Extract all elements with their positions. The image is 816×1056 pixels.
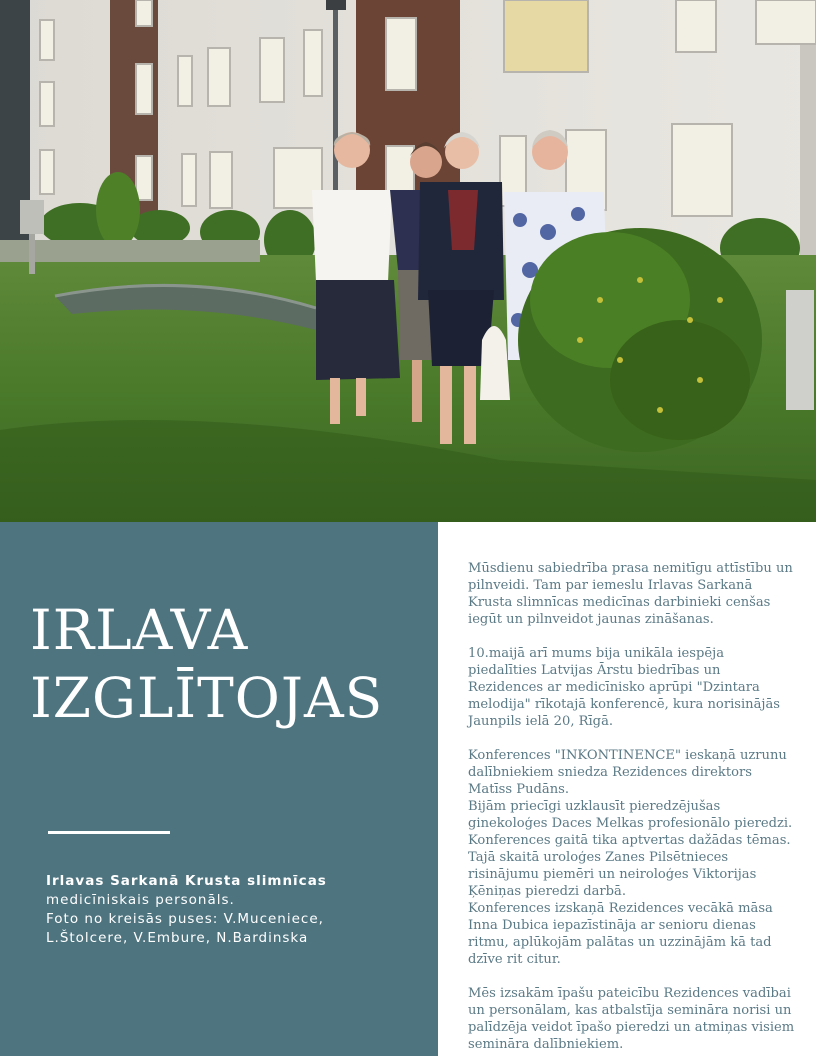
group-photo bbox=[0, 0, 816, 522]
divider bbox=[48, 831, 170, 834]
page-title bbox=[30, 596, 430, 732]
title-line-1: IRLAVA bbox=[30, 598, 249, 662]
paragraph-conference-4: Tajā skaitā uroloģes Zanes Pilsētnieces risinājumu piemēri un neiroloģes Viktorijas Ķēniņas pieredzi darbā. bbox=[468, 850, 757, 899]
paragraph-conference-1: Konferences "INKONTINENCE" ieskaņā uzrunu dalībniekiem sniedza Rezidences direktors Matīss Pudāns. bbox=[468, 748, 787, 797]
paragraph-conference-2: Bijām priecīgi uzklausīt pieredzējušas ginekoloģes Daces Melkas profesionālo pieredzi. bbox=[468, 799, 793, 831]
paragraph-intro: Mūsdienu sabiedrība prasa nemitīgu attīstību un pilnveidi. Tam par iemeslu Irlavas Sarkanā Krusta slimnīcas medicīnas darbinieki cenšas iegūt un pilnveidot jaunas zināšanas. bbox=[468, 561, 793, 627]
paragraph-conference-5: Konferences izskaņā Rezidences vecākā māsa Inna Dubica iepazīstināja ar senioru dienas ritmu, aplūkojām palātas un uzzinājām kā tad dzīve rit citur. bbox=[468, 901, 773, 967]
paragraph-thanks: Mēs izsakām īpašu pateicību Rezidences vadībai un personālam, kas atbalstīja semināra norisi un palīdzēja veidot īpašo pieredzi un atmiņas visiem semināra dalībniekiem. bbox=[468, 986, 795, 1052]
article-body bbox=[468, 560, 796, 1056]
paragraph-conference-3: Konferences gaitā tika aptvertas dažādas tēmas. bbox=[468, 833, 791, 848]
paragraph-event: 10.maijā arī mums bija unikāla iespēja piedalīties Latvijas Ārstu biedrības un Rezidences ar medicīnisko aprūpi "Dzintara melodija" rīkotajā konferencē, kura norisinājās Jaunpils ielā 20, Rīgā. bbox=[468, 646, 780, 729]
title-panel bbox=[0, 522, 438, 1056]
caption-line-4: L.Štolcere, V.Embure, N.Bardinska bbox=[46, 930, 309, 946]
caption-line-2: medicīniskais personāls. bbox=[46, 892, 235, 908]
title-line-2: IZGLĪTOJAS bbox=[30, 666, 384, 730]
photo-caption bbox=[46, 872, 426, 948]
caption-org: Irlavas Sarkanā Krusta slimnīcas bbox=[46, 873, 327, 889]
caption-line-3: Foto no kreisās puses: V.Muceniece, bbox=[46, 911, 324, 927]
